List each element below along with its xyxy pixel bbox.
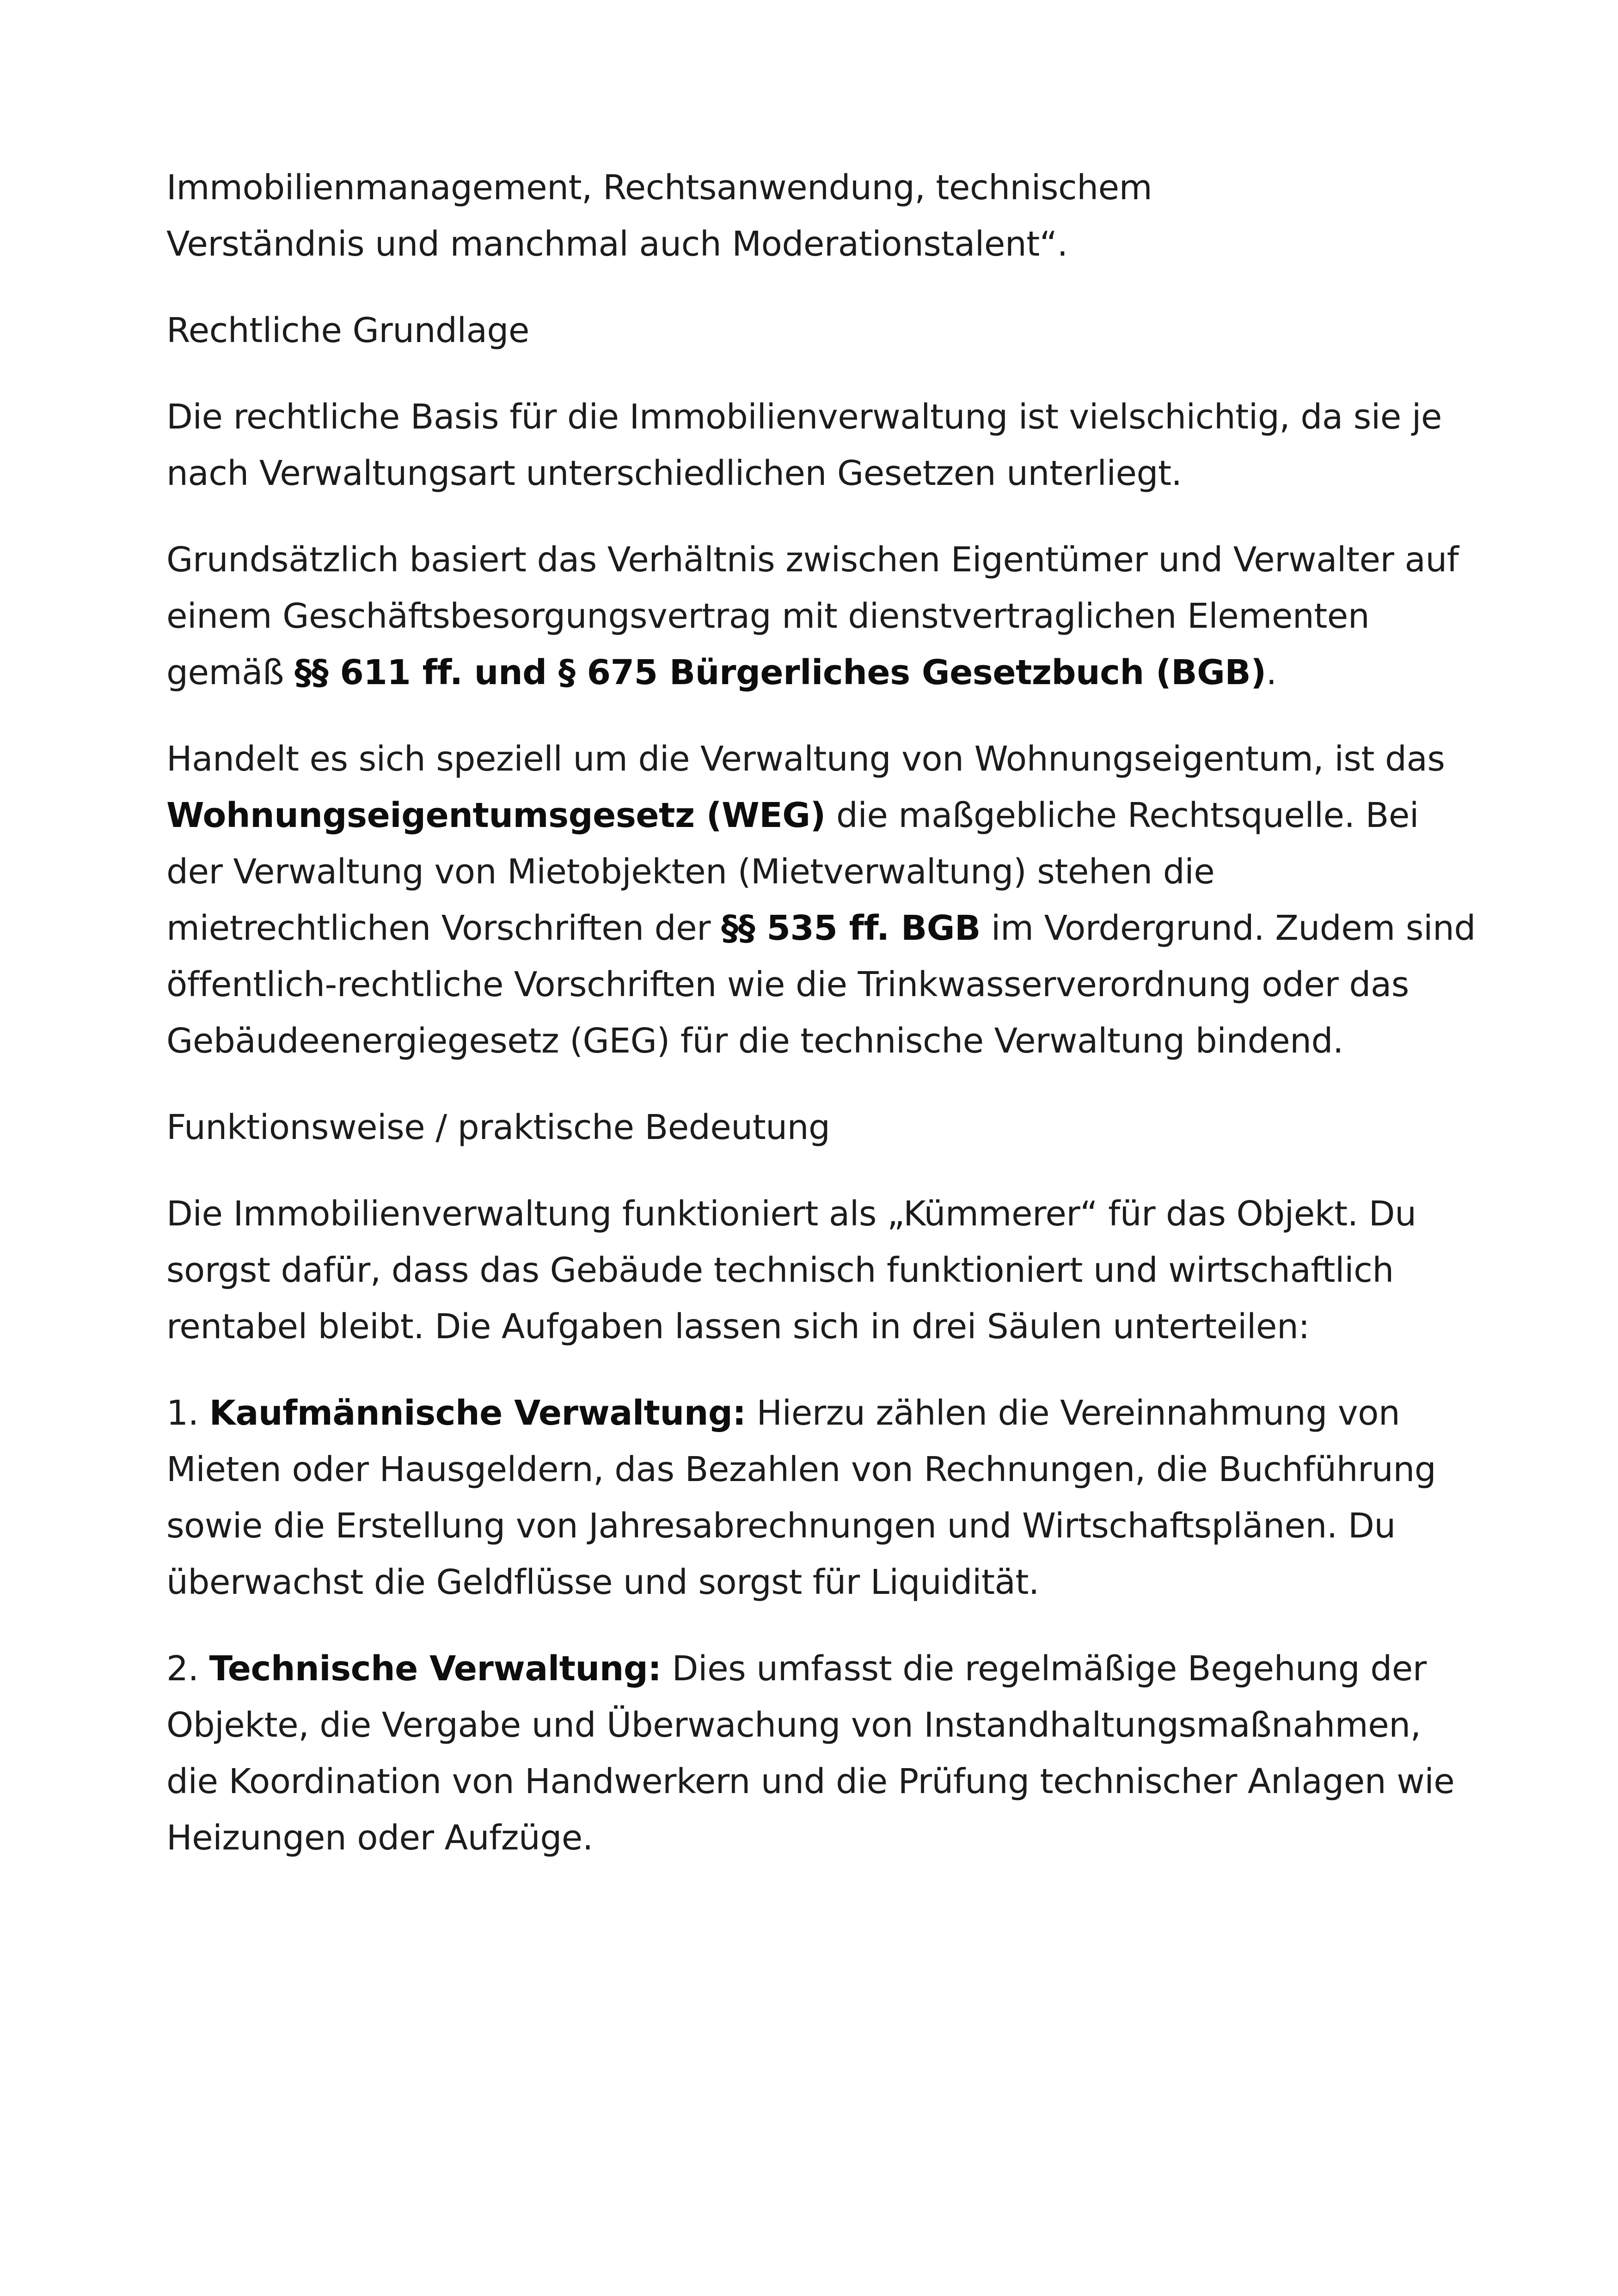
heading-legal-basis: Rechtliche Grundlage (166, 311, 529, 350)
intro-line-2: Verständnis und manchmal auch Moderationstalent“. (166, 224, 1068, 264)
paragraph-legal-basis: Die rechtliche Basis für die Immobilienverwaltung ist vielschichtig, da sie je nach Verwaltungsart unterschiedlichen Gesetzen unterliegt. (166, 397, 1442, 493)
intro-paragraph (166, 159, 1479, 272)
list-item-number: 2. (166, 1649, 209, 1689)
weg-bgb-reference: §§ 535 ff. BGB (721, 908, 981, 948)
weg-law-name: Wohnungseigentumsgesetz (WEG) (166, 796, 826, 835)
list-item (166, 1385, 1479, 1610)
list-item-text: Hierzu zählen die Vereinnahmung von Mieten oder Hausgeldern, das Bezahlen von Rechnungen, die Buchführung sowie die Erstellung von Jahresabrechnungen und Wirtschaftsplänen. Du überwachst die Geldflüsse und sorgst für Liquidität. (166, 1393, 1436, 1602)
contract-text-after: . (1266, 653, 1277, 692)
contract-text-before: Grundsätzlich basiert das Verhältnis zwischen Eigentümer und Verwalter auf einem Geschäftsbesorgungsvertrag mit dienstvertraglichen Elementen gemäß (166, 540, 1459, 692)
list-item (166, 1641, 1479, 1866)
paragraph-contract (166, 532, 1479, 701)
paragraph-function: Die Immobilienverwaltung funktioniert als „Kümmerer“ für das Objekt. Du sorgst dafür, dass das Gebäude technisch funktioniert und wirtschaftlich rentabel bleibt. Die Aufgaben lassen sich in drei Säulen unterteilen: (166, 1194, 1416, 1347)
weg-text-3: im Vordergrund. Zudem sind öffentlich-rechtliche Vorschriften wie die Trinkwasserverordnung oder das Gebäudeenergiegesetz (GEG) für die technische Verwaltung bindend. (166, 908, 1476, 1061)
heading-function: Funktionsweise / praktische Bedeutung (166, 1108, 830, 1147)
paragraph-weg (166, 731, 1479, 1069)
list-item-text: Dies umfasst die regelmäßige Begehung der Objekte, die Vergabe und Überwachung von Instandhaltungsmaßnahmen, die Koordination von Handwerkern und die Prüfung technischer Anlagen wie Heizungen oder Aufzüge. (166, 1649, 1455, 1858)
list-item-title: Kaufmännische Verwaltung: (209, 1393, 746, 1433)
list-item-title: Technische Verwaltung: (209, 1649, 662, 1689)
list-item-number: 1. (166, 1393, 209, 1433)
document-page (166, 159, 1479, 1896)
weg-text-2: die maßgebliche Rechtsquelle. Bei der Verwaltung von Mietobjekten (Mietverwaltung) stehen die mietrechtlichen Vorschriften der (166, 796, 1419, 948)
intro-line-1: Immobilienmanagement, Rechtsanwendung, technischem (166, 168, 1152, 208)
weg-text-1: Handelt es sich speziell um die Verwaltung von Wohnungseigentum, ist das (166, 739, 1445, 779)
contract-bgb-reference: §§ 611 ff. und § 675 Bürgerliches Gesetzbuch (BGB) (294, 653, 1266, 692)
